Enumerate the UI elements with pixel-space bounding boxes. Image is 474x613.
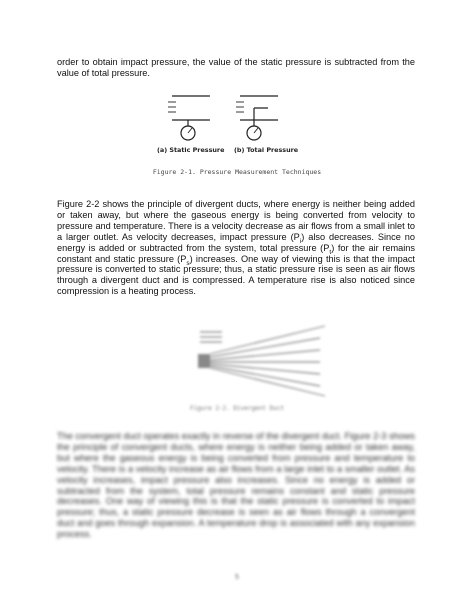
p2-text-a: Figure 2-2 shows the principle of divergent ducts, where energy is neither being added or taken away, but where the gaseous energy is being converted from velocity to pressure and temperature. There is a velocity decrease as air flows from a small inlet to a larger outlet. As velocity decreases, impact pressure (P: [57, 199, 415, 242]
figure-2-caption: Figure 2-2. Divergent Duct: [190, 405, 284, 412]
figure-1-caption: Figure 2-1. Pressure Measurement Techniques: [152, 168, 322, 176]
divergent-duct-figure: [190, 322, 330, 400]
p2-subscript-s: s: [186, 259, 190, 267]
p2-subscript-t: t: [329, 248, 332, 256]
total-pressure-label: (b) Total Pressure: [234, 146, 299, 154]
page-number: 5: [235, 574, 239, 581]
p2-text-d: ) increases. One way of viewing this is that the impact pressure is converted to static pressure; thus, a static pressure rise is seen as air flows through a divergent duct and is compressed. A temperature rise is also noticed since compression is a heating process.: [57, 253, 415, 297]
paragraph-convergent-duct: The convergent duct operates exactly in reverse of the divergent duct. Figure 2-3 shows the principle of convergent ducts, where energy is neither being added or taken away, but where the gaseous energy is being converted from pressure and temperature to velocity. There is a velocity increase as air flows from a large inlet to a smaller outlet. As velocity increases, impact pressure also increases. Since no energy is added or subtracted from the system, total pressure remains constant and static pressure decreases. One way of viewing this is that the static pressure is converted to impact pressure; thus, a static pressure decrease is seen as air flows through a convergent duct and goes through expansion. A temperature drop is associated with any expansion process.: [57, 431, 415, 540]
paragraph-divergent-ducts: [57, 199, 415, 297]
p2-subscript-i: i: [299, 237, 302, 245]
paragraph-impact-pressure: order to obtain impact pressure, the value of the static pressure is subtracted from the value of total pressure.: [57, 57, 415, 78]
static-pressure-label: (a) Static Pressure: [157, 146, 225, 154]
p2-text-c: ) for the air remains constant and static pressure (P: [57, 242, 415, 264]
p2-text-b: ) also decreases. Since no energy is added or subtracted from the system, total pressure (P: [57, 231, 415, 253]
